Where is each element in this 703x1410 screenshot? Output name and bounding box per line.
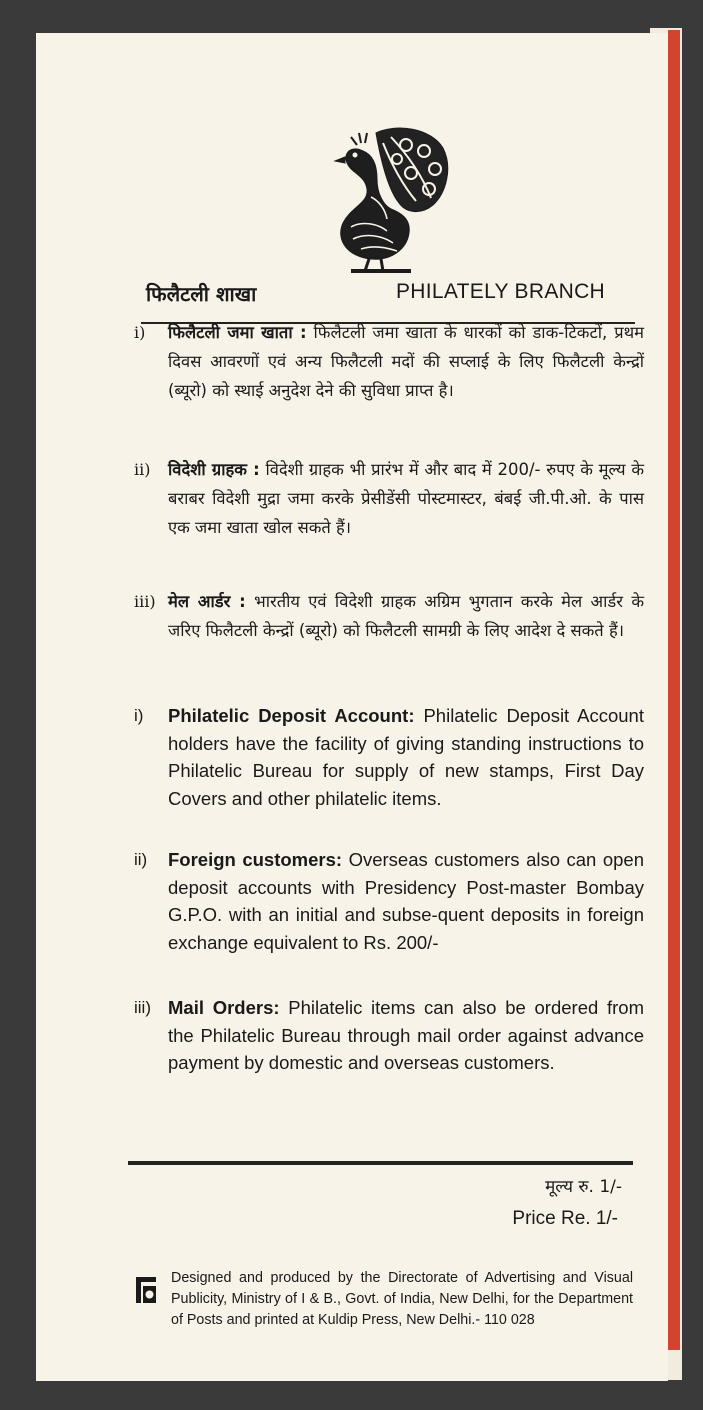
item-body: Overseas customers also can open deposit accounts with Presidency Post-master Bombay G.P.O. with an initial and subse-quent deposits in foreign exchange equivalent to Rs. 200/- — [168, 849, 644, 953]
item-body: Philatelic Deposit Account holders have the facility of giving standing instructions to Philatelic Bureau for supply of new stamps, First Day Covers and other philatelic items. — [168, 705, 644, 809]
item-heading: Mail Orders: — [168, 997, 280, 1018]
english-item-deposit — [134, 702, 644, 812]
item-heading: मेल आर्डर : — [168, 592, 246, 611]
item-body: भारतीय एवं विदेशी ग्राहक अग्रिम भुगतान करके मेल आर्डर के जरिए फिलैटली केन्द्रों (ब्यूरो) को फिलैटली सामग्री के लिए आदेश दे सकते हैं। — [168, 592, 644, 640]
price-hindi: मूल्य रु. 1/- — [545, 1177, 622, 1197]
item-heading: फिलैटली जमा खाता : — [168, 323, 307, 342]
peacock-emblem-icon — [321, 123, 451, 275]
item-heading: Foreign customers: — [168, 849, 343, 870]
hindi-title: फिलैटली शाखा — [146, 282, 257, 306]
price-english: Price Re. 1/- — [512, 1208, 618, 1229]
leaflet-card — [36, 33, 668, 1381]
english-item-foreign — [134, 846, 644, 956]
red-edge-strip — [668, 30, 680, 1350]
item-number: ii) — [134, 460, 151, 479]
item-number: i) — [134, 323, 146, 342]
item-body: विदेशी ग्राहक भी प्रारंभ में और बाद में 200/- रुपए के मूल्य के बराबर विदेशी मुद्रा जमा करके प्रेसीडेंसी पोस्टमास्टर, बंबई जी.पी.ओ. के पास एक जमा खाता खोल सकते हैं। — [168, 460, 644, 537]
item-body: फिलैटली जमा खाता के धारकों को डाक-टिकटों, प्रथम दिवस आवरणों एवं अन्य फिलैटली मदों की सप्लाई के लिए फिलैटली केन्द्रों (ब्यूरो) को स्थाई अनुदेश देने की सुविधा प्राप्त है। — [168, 323, 644, 400]
english-title: PHILATELY BRANCH — [396, 280, 606, 303]
item-text — [168, 846, 644, 956]
item-heading: Philatelic Deposit Account: — [168, 705, 415, 726]
item-number: iii) — [134, 998, 151, 1017]
item-text — [168, 587, 644, 645]
hindi-item-deposit — [134, 318, 644, 405]
item-number: i) — [134, 706, 144, 725]
english-item-mail — [134, 994, 644, 1077]
item-number: iii) — [134, 592, 156, 611]
item-number: ii) — [134, 850, 148, 869]
item-text — [168, 455, 644, 542]
publisher-credit: Designed and produced by the Directorate of Advertising and Visual Publicity, Ministry of I & B., Govt. of India, New Delhi, for the Department of Posts and printed at Kuldip Press, New Delhi.- 110 028 — [171, 1270, 633, 1328]
hindi-item-mail — [134, 587, 644, 645]
footer-divider — [128, 1161, 633, 1165]
hindi-item-foreign — [134, 455, 644, 542]
item-text — [168, 994, 644, 1077]
item-text — [168, 318, 644, 405]
dav-logo-icon — [132, 1273, 160, 1307]
item-body: Philatelic items can also be ordered from the Philatelic Bureau through mail order against advance payment by domestic and overseas customers. — [168, 997, 644, 1073]
item-text — [168, 702, 644, 812]
item-heading: विदेशी ग्राहक : — [168, 460, 260, 479]
